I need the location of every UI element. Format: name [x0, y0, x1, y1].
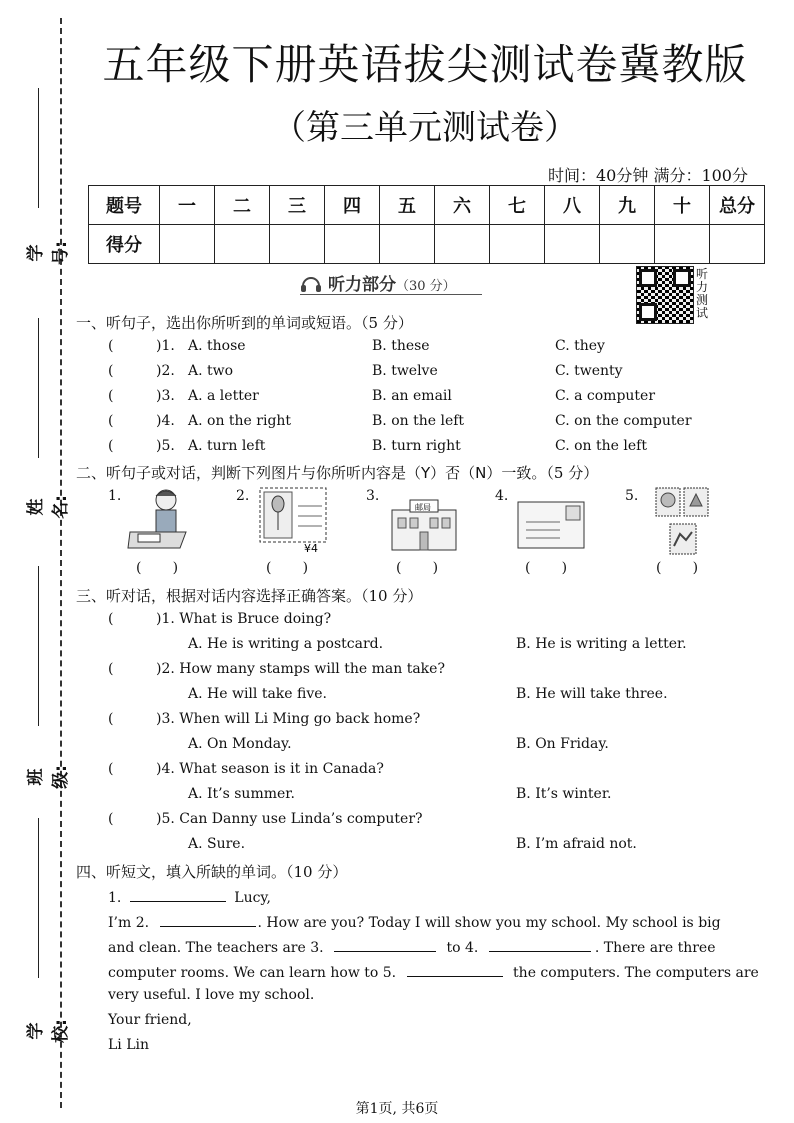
section4-points: （10 分）: [286, 863, 348, 881]
pic-num-5: 5.: [625, 488, 639, 504]
section1-title: [76, 312, 413, 333]
passage-line-7: Li Lin: [108, 1037, 150, 1053]
postcard-price: ¥4: [304, 542, 318, 555]
q3-3-option-b: B. On Friday.: [516, 736, 609, 752]
passage-line-5: very useful. I love my school.: [108, 987, 315, 1003]
q1-4-option-a: A. on the right: [188, 413, 292, 429]
listening-underline: [300, 294, 482, 295]
score-input-cell[interactable]: [325, 225, 380, 264]
school-blank[interactable]: [38, 818, 39, 978]
section4-title: [76, 861, 347, 882]
q3-2-question: )2. How many stamps will the man take?: [156, 661, 445, 677]
passage-text: Lucy,: [234, 890, 271, 906]
section3-title-text: 三、听对话，根据对话内容选择正确答案。: [76, 587, 362, 605]
q1-3-option-a: A. a letter: [188, 388, 259, 404]
q1-2-option-c: C. twenty: [555, 363, 623, 379]
q1-1-option-a: A. those: [188, 338, 246, 354]
score-input-cell[interactable]: [160, 225, 215, 264]
score-input-cell[interactable]: [215, 225, 270, 264]
qr-label: 听力测试: [696, 267, 709, 320]
q1-4-option-b: B. on the left: [372, 413, 465, 429]
pic-num-4: 4.: [495, 488, 509, 504]
passage-text: and clean. The teachers are 3.: [108, 940, 324, 956]
envelope-picture: [516, 498, 588, 552]
answer-paren[interactable]: (: [108, 388, 114, 404]
name-label: 姓名:: [26, 495, 71, 519]
answer-paren[interactable]: (: [108, 413, 114, 429]
q1-5-option-a: A. turn left: [188, 438, 266, 454]
table-cell: 十: [655, 186, 710, 225]
q3-3-question: )3. When will Li Ming go back home?: [156, 711, 421, 727]
score-input-cell[interactable]: [600, 225, 655, 264]
table-cell: 题号: [89, 186, 160, 225]
passage-text: to 4.: [446, 940, 479, 956]
table-cell: 总分: [710, 186, 765, 225]
pic-num-3: 3.: [366, 488, 380, 504]
q1-1-option-c: C. they: [555, 338, 605, 354]
score-input-cell[interactable]: [380, 225, 435, 264]
score-input-cell[interactable]: [710, 225, 765, 264]
post-office-sign: 邮局: [415, 503, 431, 512]
name-blank[interactable]: [38, 318, 39, 458]
section3-points: （10 分）: [361, 587, 423, 605]
passage-text: I’m 2.: [108, 915, 150, 931]
answer-paren[interactable]: (: [108, 338, 114, 354]
passage-text: the computers. The computers are: [513, 965, 759, 981]
score-input-cell[interactable]: [435, 225, 490, 264]
class-label: 班级:: [26, 765, 71, 789]
post-office-picture: [388, 496, 460, 552]
section2-title: [76, 462, 598, 483]
q1-5-option-b: B. turn right: [372, 438, 461, 454]
blank-5[interactable]: [407, 962, 503, 977]
time-info: 时间：40分钟 满分：100分: [548, 166, 748, 185]
q3-1-option-b: B. He is writing a letter.: [516, 636, 687, 652]
passage-text: . There are three: [594, 940, 716, 956]
answer-paren[interactable]: (: [108, 363, 114, 379]
score-input-cell[interactable]: [545, 225, 600, 264]
q3-2-option-a: A. He will take five.: [188, 686, 327, 702]
student-no-blank[interactable]: [38, 88, 39, 208]
q3-1-question: )1. What is Bruce doing?: [156, 611, 332, 627]
score-input-cell[interactable]: [270, 225, 325, 264]
table-cell: 七: [490, 186, 545, 225]
page-title: 五年级下册英语拔尖测试卷冀教版: [102, 40, 748, 89]
q1-5-option-c: C. on the left: [555, 438, 647, 454]
table-cell: 六: [435, 186, 490, 225]
binding-dashed-line: [60, 18, 62, 1108]
score-table-header-row: [89, 186, 765, 225]
table-cell: 九: [600, 186, 655, 225]
headphones-icon: [300, 273, 322, 293]
blank-1-num: 1.: [108, 890, 122, 906]
listening-heading: [300, 270, 456, 295]
q1-1-option-b: B. these: [372, 338, 430, 354]
stamps-picture: [652, 486, 714, 558]
q3-3-option-a: A. On Monday.: [188, 736, 292, 752]
pic-answer-1[interactable]: ( ): [136, 560, 179, 576]
q3-4-option-b: B. It’s winter.: [516, 786, 612, 802]
class-blank[interactable]: [38, 566, 39, 726]
q1-1-num: )1.: [156, 338, 175, 354]
section2-points: （5 分）: [546, 464, 599, 482]
q1-3-option-b: B. an email: [372, 388, 452, 404]
passage-line-3: [108, 937, 715, 956]
pic-answer-4[interactable]: ( ): [525, 560, 568, 576]
answer-paren[interactable]: (: [108, 811, 114, 827]
listening-title: 听力部分: [328, 275, 396, 295]
passage-line-1: [108, 887, 271, 906]
q3-5-option-a: A. Sure.: [188, 836, 246, 852]
page-number: 第1页, 共6页: [355, 1101, 439, 1117]
q1-3-num: )3.: [156, 388, 175, 404]
q1-2-num: )2.: [156, 363, 175, 379]
qr-code-icon[interactable]: [636, 266, 694, 324]
pic-num-2: 2.: [236, 488, 250, 504]
section1-points: （5 分）: [361, 314, 413, 332]
blank-3[interactable]: [334, 937, 436, 952]
section4-title-text: 四、听短文，填入所缺的单词。: [76, 863, 287, 881]
section2-title-text: 二、听句子或对话，判断下列图片与你所听内容是（Y）否（N）一致。: [76, 464, 547, 482]
table-cell: 三: [270, 186, 325, 225]
student-no-label: 学号:: [26, 241, 71, 265]
section1-title-text: 一、听句子，选出你所听到的单词或短语。: [76, 314, 362, 332]
q3-2-option-b: B. He will take three.: [516, 686, 668, 702]
table-cell: 四: [325, 186, 380, 225]
postcard-picture: [258, 486, 330, 556]
score-table: [88, 185, 765, 264]
pic-answer-5[interactable]: ( ): [656, 560, 699, 576]
passage-text: . How are you? Today I will show you my school. My school is big: [257, 915, 721, 931]
listening-points: （30 分）: [396, 279, 456, 294]
q3-4-question: )4. What season is it in Canada?: [156, 761, 384, 777]
q1-4-num: )4.: [156, 413, 175, 429]
q3-1-option-a: A. He is writing a postcard.: [188, 636, 384, 652]
score-input-cell[interactable]: [490, 225, 545, 264]
pic-answer-3[interactable]: ( ): [396, 560, 439, 576]
blank-4[interactable]: [489, 937, 591, 952]
table-cell: 二: [215, 186, 270, 225]
table-cell: 一: [160, 186, 215, 225]
q1-3-option-c: C. a computer: [555, 388, 656, 404]
section3-title: [76, 585, 422, 606]
table-cell: 八: [545, 186, 600, 225]
boy-on-phone-picture: [126, 486, 196, 554]
passage-line-6: Your friend,: [108, 1012, 192, 1028]
pic-num-1: 1.: [108, 488, 122, 504]
answer-paren[interactable]: (: [108, 711, 114, 727]
score-input-cell[interactable]: [655, 225, 710, 264]
blank-2[interactable]: [160, 912, 256, 927]
table-cell: 得分: [89, 225, 160, 264]
q3-4-option-a: A. It’s summer.: [188, 786, 295, 802]
answer-paren[interactable]: (: [108, 438, 114, 454]
q1-4-option-c: C. on the computer: [555, 413, 692, 429]
q3-5-option-b: B. I’m afraid not.: [516, 836, 637, 852]
school-label: 学校:: [26, 1019, 71, 1043]
blank-1[interactable]: [130, 887, 226, 902]
answer-paren[interactable]: (: [108, 611, 114, 627]
table-cell: 五: [380, 186, 435, 225]
q1-2-option-b: B. twelve: [372, 363, 438, 379]
page-subtitle: （第三单元测试卷）: [272, 108, 578, 148]
passage-line-4: [108, 962, 759, 981]
answer-paren[interactable]: (: [108, 661, 114, 677]
answer-paren[interactable]: (: [108, 761, 114, 777]
passage-text: computer rooms. We can learn how to 5.: [108, 965, 397, 981]
pic-answer-2[interactable]: ( ): [266, 560, 309, 576]
q1-2-option-a: A. two: [188, 363, 234, 379]
score-table-score-row: [89, 225, 765, 264]
q1-5-num: )5.: [156, 438, 175, 454]
q3-5-question: )5. Can Danny use Linda’s computer?: [156, 811, 423, 827]
passage-line-2: [108, 912, 721, 931]
